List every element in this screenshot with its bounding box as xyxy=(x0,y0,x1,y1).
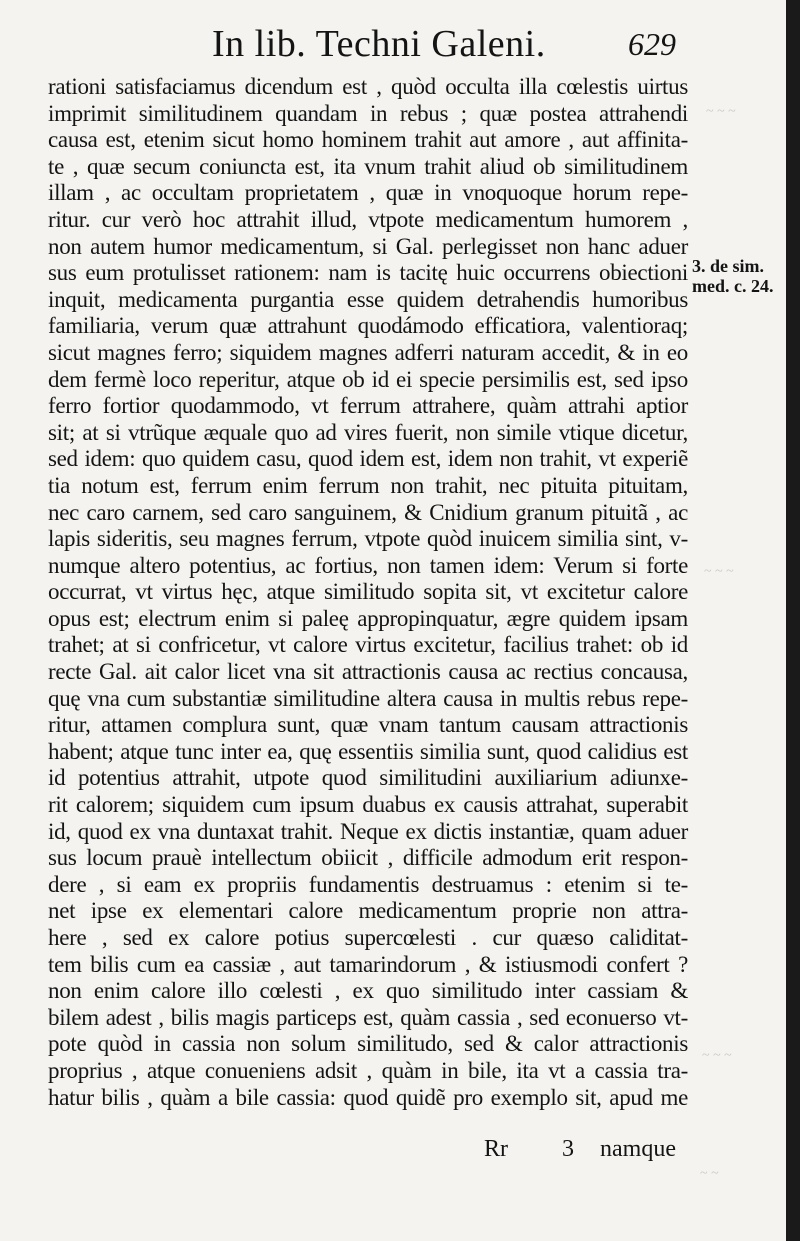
text-line: id potentius attrahit, utpote quod similitudini auxiliarium adiunxe- xyxy=(48,765,688,791)
text-line: hatur bilis , quàm a bile cassia: quod quidẽ pro exemplo sit, apud me xyxy=(48,1084,688,1110)
text-line: habent; atque tunc inter ea, quę essentiis similia sunt, quod calidius est xyxy=(48,738,688,764)
signature-number: 3 xyxy=(562,1136,574,1162)
bleed-through-mark: ~ ~ ~ xyxy=(706,104,736,119)
text-line: rationi satisfaciamus dicendum est , quòd occulta illa cœlestis uirtus xyxy=(48,74,688,99)
text-line: here , sed ex calore potius supercœlesti . cur quæso caliditat- xyxy=(48,925,688,950)
text-line: te , quæ secum coniuncta est, ita vnum trahit aliud ob similitudinem xyxy=(48,153,688,179)
text-line: net ipse ex elementari calore medicamentum proprie non attra- xyxy=(48,898,688,924)
bleed-through-mark: ~ ~ ~ xyxy=(704,564,734,579)
text-line: illam , ac occultam proprietatem , quæ in vnoquoque horum repe- xyxy=(48,180,688,206)
text-line: sed idem: quo quidem casu, quod idem est, idem non trahit, vt experiẽ xyxy=(48,446,688,472)
text-line: proprius , atque conueniens adsit , quàm in bile, ita vt a cassia tra- xyxy=(48,1057,688,1083)
text-line: occurrat, vt virtus hęc, atque similitudo sopita sit, vt excitetur calore xyxy=(48,579,688,605)
text-line: opus est; electrum enim si paleę appropinquatur, ægre quidem ipsam xyxy=(48,605,688,631)
body-text xyxy=(48,74,688,1111)
page-edge-shadow xyxy=(786,0,800,1241)
text-line: sicut magnes ferro; siquidem magnes adferri naturam accedit, & in eo xyxy=(48,339,688,365)
text-line: sit; at si vtrũque æquale quo ad vires fuerit, non simile vtique dicetur, xyxy=(48,419,688,445)
text-line: non autem humor medicamentum, si Gal. perlegisset non hanc aduer xyxy=(48,233,688,259)
text-line: ferro fortior quodammodo, vt ferrum attrahere, quàm attrahi aptior xyxy=(48,393,688,419)
text-line: ritur. cur verò hoc attrahit illud, vtpote medicamentum humorem , xyxy=(48,206,688,232)
page-header xyxy=(0,12,786,65)
margin-note: 3. de sim. med. c. 24. xyxy=(692,256,774,296)
text-line: tem bilis cum ea cassiæ , aut tamarindorum , & istiusmodi confert ? xyxy=(48,951,688,977)
page-footer xyxy=(0,1136,786,1168)
text-line: nec caro carnem, sed caro sanguinem, & Cnidium granum pituitã , ac xyxy=(48,499,688,525)
bleed-through-mark: ~ ~ xyxy=(700,1166,719,1181)
text-line: ritur, attamen complura sunt, quæ vnam tantum causam attractionis xyxy=(48,712,688,738)
text-line: tia notum est, ferrum enim ferrum non trahit, nec pituita pituitam, xyxy=(48,472,688,498)
bleed-through-mark: ~ ~ ~ xyxy=(702,1048,732,1063)
text-line: id, quod ex vna duntaxat trahit. Neque ex dictis instantiæ, quam aduer xyxy=(48,818,688,844)
text-line: dere , si eam ex propriis fundamentis destruamus : etenim si te- xyxy=(48,871,688,897)
text-line: inquit, medicamenta purgantia esse quidem detrahendis humoribus xyxy=(48,286,688,312)
text-line: bilem adest , bilis magis particeps est, quàm cassia , sed econuerso vt- xyxy=(48,1004,688,1030)
text-line: pote quòd in cassia non solum similitudo, sed & calor attractionis xyxy=(48,1031,688,1057)
text-line: trahet; at si confricetur, vt calore virtus excitetur, facilius trahet: ob id xyxy=(48,632,688,658)
text-line: imprimit similitudinem quandam in rebus ; quæ postea attrahendi xyxy=(48,100,688,126)
text-line: lapis sideritis, seu magnes ferrum, vtpote quòd inuicem similia sint, v- xyxy=(48,526,688,552)
text-line: sus eum protulisset rationem: nam is tacitę huic occurrens obiectioni xyxy=(48,260,688,286)
text-line: non enim calore illo cœlesti , ex quo similitudo inter cassiam & xyxy=(48,978,688,1004)
text-line: rit calorem; siquidem cum ipsum duabus ex causis attrahat, superabit xyxy=(48,792,688,818)
text-line: sus locum prauè intellectum obiicit , difficile admodum erit respon- xyxy=(48,845,688,871)
catchword: namque xyxy=(600,1136,676,1162)
running-head: In lib. Techni Galeni. xyxy=(212,23,546,65)
text-line: recte Gal. ait calor licet vna sit attractionis causa ac rectius concausa, xyxy=(48,659,688,685)
text-line: familiaria, verum quæ attrahunt quodámodo efficatiora, valentioraq; xyxy=(48,313,688,339)
text-line: quę vna cum substantiæ similitudine altera causa in multis rebus repe- xyxy=(48,685,688,711)
text-line: dem fermè loco reperitur, atque ob id ei specie persimilis est, sed ipso xyxy=(48,366,688,392)
text-line: numque altero potentius, ac fortius, non tamen idem: Verum si forte xyxy=(48,552,688,578)
signature-mark: Rr xyxy=(484,1136,508,1162)
page-number: 629 xyxy=(628,26,676,62)
text-line: causa est, etenim sicut homo hominem trahit aut amore , aut affinita- xyxy=(48,127,688,153)
